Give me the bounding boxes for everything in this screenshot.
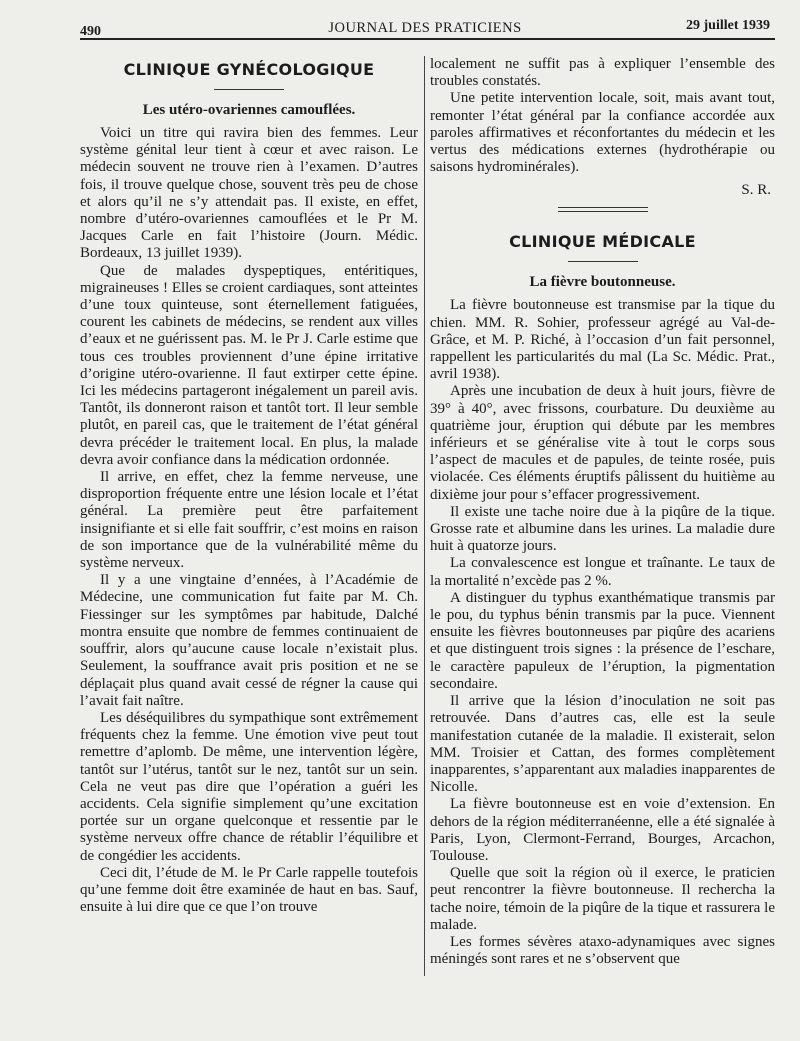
- journal-title: JOURNAL DES PRATICIENS: [328, 20, 522, 36]
- paragraph: Ceci dit, l’étude de M. le Pr Carle rappelle toutefois qu’une femme doit être examinée de haut en bas. Sauf, ensuite à lui dire que ce que l’on trouve: [80, 864, 418, 916]
- column-divider: [424, 56, 425, 976]
- paragraph: Il arrive que la lésion d’inoculation ne soit pas retrouvée. Dans d’autres cas, elle est la seule manifestation cutanée de la maladie. Il existerait, selon MM. Troisier et Cattan, des formes complètement inapparentes, s’apparentant aux maladies inapparentes de Nicolle.: [430, 693, 775, 796]
- section-title-medicale: CLINIQUE MÉDICALE: [509, 232, 696, 252]
- paragraph: La fièvre boutonneuse est transmise par la tique du chien. MM. R. Sohier, professeur agrégé au Val-de-Grâce, et M. P. Riché, à l’occasion d’un fait personnel, rappellent les particularités du mal (La Sc. Médic. Prat., avril 1938).: [430, 297, 775, 383]
- paragraph: Après une incubation de deux à huit jours, fièvre de 39° à 40°, avec frissons, courbature. Du deuxième au quatrième jour, éruption qui débute par les membres inférieurs et se généralise vite à tout le corps sous l’aspect de macules et de papules, de teinte rosée, puis violacée. Ces éléments éruptifs pâlissent du huitième au dixième jour pour s’effacer progressivement.: [430, 383, 775, 503]
- article-title-fievre: La fièvre boutonneuse.: [529, 274, 676, 291]
- section-separator: [558, 207, 648, 212]
- issue-date: 29 juillet 1939: [686, 18, 770, 33]
- title-rule: [214, 89, 284, 90]
- paragraph: Les déséquilibres du sympathique sont extrêmement fréquents chez la femme. Une émotion vive peut tout remettre d’aplomb. De même, une intervention légère, tantôt sur l’utérus, tantôt sur le nez, tantôt sur un sein. Cela ne veut pas dire que l’opération a guéri les accidents. Cela signifie simplement qu’une excitation portée sur un organe quelconque et ressentie par le système nerveux offre chance de rétablir l’équilibre et de congédier les accidents.: [80, 709, 418, 864]
- paragraph: Une petite intervention locale, soit, mais avant tout, remonter l’état général par la confiance accordée aux paroles affirmatives et réconfortantes du médecin et les vertus des médications externes (hydrothérapie ou saisons hydrominérales).: [430, 90, 775, 176]
- right-column: [430, 56, 775, 968]
- page-number: 490: [80, 24, 101, 39]
- paragraph: Voici un titre qui ravira bien des femmes. Leur système génital leur tient à cœur et avec raison. Le médecin souvent ne trouve rien à l’examen. D’autres fois, il trouve quelque chose, souvent très peu de chose et alors qu’il ne s’y attendait pas. Il existe, en effet, nombre d’utéro-ovariennes camouflées et le Pr M. Jacques Carle en fait l’histoire (Journ. Médic. Bordeaux, 13 juillet 1939).: [80, 125, 418, 262]
- paragraph: Il existe une tache noire due à la piqûre de la tique. Grosse rate et albumine dans les urines. La maladie dure huit à quatorze jours.: [430, 503, 775, 555]
- paragraph: La convalescence est longue et traînante. Le taux de la mortalité n’excède pas 2 %.: [430, 555, 775, 589]
- paragraph: Il y a une vingtaine d’ennées, à l’Académie de Médecine, une communication fut faite par M. Ch. Fiessinger sur les symptômes par habitude, Dalché montra ensuite que nombre de femmes continuaient de souffrir, alors qu’aucune cause locale n’existait plus. Seulement, la souffrance avait pris position et ne se déplaçait plus quand avait cessé de régner la cause qui l’avait fait naître.: [80, 572, 418, 709]
- paragraph: Quelle que soit la région où il exerce, le praticien peut rencontrer la fièvre boutonneuse. Il rechercha la tache noire, témoin de la piqûre de la tique et rassurera le malade.: [430, 865, 775, 933]
- title-rule: [568, 261, 638, 262]
- paragraph: Que de malades dyspeptiques, entéritiques, migraineuses ! Elles se croient cardiaques, sont atteintes d’une toux quinteuse, sont éternellement fatiguées, courent les cabinets de médecins, se rendent aux villes d’eaux et ne guérissent pas. M. le Pr J. Carle estime que tous ces troubles proviennent d’une épine irritative d’origine utéro-ovarienne. Il faut extirper cette épine. Ici les médecins partageront inégalement un pareil avis. Tantôt, ils donneront raison et tantôt tort. Il leur semble plutôt, en pareil cas, que le traitement de l’état général devra précéder le traitement local. En plus, la malade devra avoir confiance dans la médication ordonnée.: [80, 262, 418, 468]
- article-title-utero: Les utéro-ovariennes camouflées.: [142, 102, 356, 118]
- paragraph: Les formes sévères ataxo-adynamiques avec signes méningés sont rares et ne s’observent que: [430, 933, 775, 968]
- left-column: [80, 56, 418, 916]
- section-title-gynecologique: CLINIQUE GYNÉCOLOGIQUE: [123, 60, 375, 79]
- paragraph: Il arrive, en effet, chez la femme nerveuse, une disproportion fréquente entre une lésion locale et l’état général. La première peut être parfaitement insignifiante et si elle fait souffrir, c’est moins en raison de son importance que de la vulnérabilité même du système nerveux.: [80, 469, 418, 572]
- header-rule: [80, 38, 775, 40]
- paragraph-continuation: localement ne suffit pas à expliquer l’ensemble des troubles constatés.: [430, 56, 775, 90]
- paragraph: A distinguer du typhus exanthématique transmis par le pou, du typhus bénin transmis par la puce. Viennent ensuite les fièvres boutonneuses par piqûre des acariens et que distinguent trois signes : la présence de l’eschare, le caractère papuleux de l’éruption, la pigmentation secondaire.: [430, 589, 775, 692]
- paragraph: La fièvre boutonneuse est en voie d’extension. En dehors de la région méditerranéenne, elle a été signalée à Paris, Lyon, Clermont-Ferrand, Bourges, Arcachon, Toulouse.: [430, 796, 775, 864]
- author-signature: S. R.: [741, 182, 771, 199]
